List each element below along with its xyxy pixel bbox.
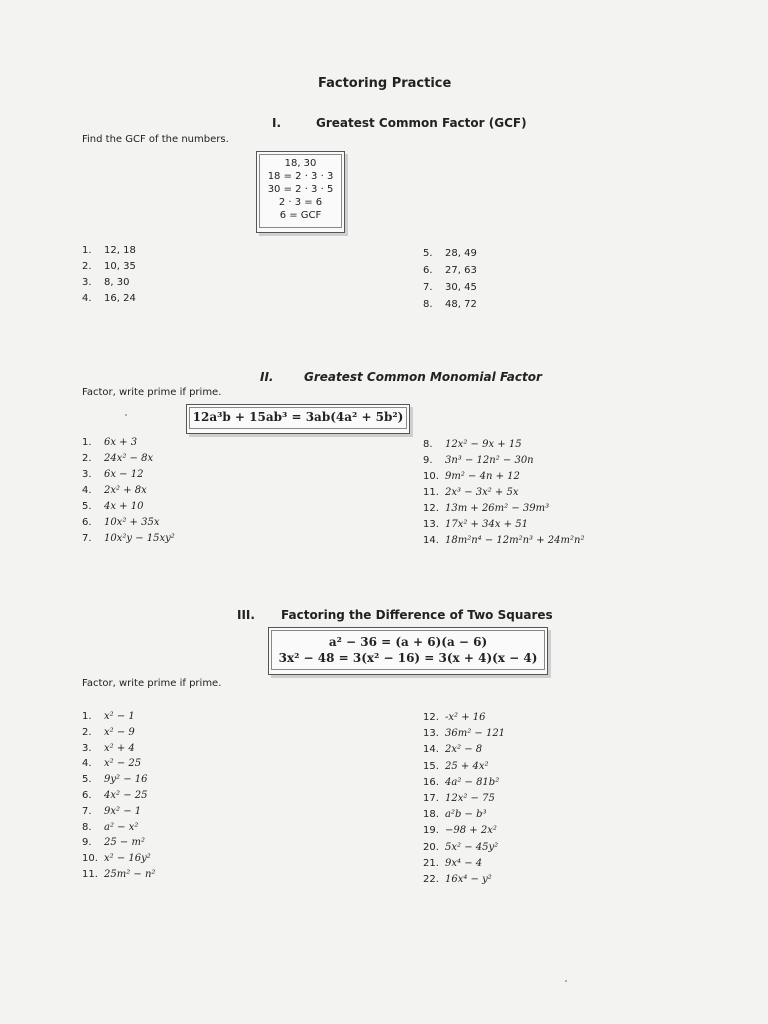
section-2-heading: [260, 370, 542, 384]
list-item: 11. 25m² − n²: [82, 868, 156, 880]
list-item: 20. 5x² − 45y²: [423, 841, 499, 853]
section-3-problems-right: [423, 710, 505, 888]
list-item: 11. 2x³ − 3x² + 5x: [423, 487, 519, 498]
gcf-example-line: 18 = 2 · 3 · 3: [267, 171, 334, 182]
list-item: 7. 9x² − 1: [82, 805, 142, 817]
list-item: 14. 18m²n⁴ − 12m²n³ + 24m²n²: [423, 535, 585, 546]
difference-squares-example: [271, 630, 545, 670]
monomial-example-box: [186, 404, 410, 434]
section-2-instruction: Factor, write prime if prime.: [82, 387, 222, 398]
section-3-title: Factoring the Difference of Two Squares: [281, 608, 553, 622]
list-item: 21. 9x⁴ − 4: [423, 857, 483, 869]
section-1-problems-right: [423, 245, 477, 313]
list-item: 8. 48, 72: [423, 299, 477, 310]
difference-squares-example-box: [268, 627, 548, 675]
list-item: 10. 9m² − 4n + 12: [423, 471, 520, 482]
list-item: 9. 25 − m²: [82, 837, 145, 849]
section-2-title: Greatest Common Monomial Factor: [304, 370, 542, 384]
list-item: 12. -x² + 16: [423, 712, 486, 723]
list-item: 16. 4a² − 81b²: [423, 776, 500, 788]
section-2-problems-right: [423, 437, 584, 549]
list-item: 7. 30, 45: [423, 282, 477, 293]
list-item: 1. 12, 18: [82, 245, 136, 256]
scan-speck: [125, 414, 127, 416]
gcf-example: [259, 154, 342, 228]
gcf-example-line: 18, 30: [284, 158, 317, 169]
list-item: 4. 2x² + 8x: [82, 485, 147, 496]
section-1-heading: [272, 116, 527, 130]
section-2-numeral: II.: [260, 370, 274, 384]
list-item: 5. 4x + 10: [82, 501, 144, 512]
example-line: 3x² − 48 = 3(x² − 16) = 3(x + 4)(x − 4): [278, 651, 538, 665]
list-item: 4. x² − 25: [82, 758, 142, 770]
gcf-example-box: [256, 151, 345, 233]
list-item: 3. 8, 30: [82, 277, 130, 288]
list-item: 2. x² − 9: [82, 726, 135, 738]
section-3-instruction: Factor, write prime if prime.: [82, 678, 222, 689]
list-item: 3. 6x − 12: [82, 469, 144, 480]
list-item: 2. 24x² − 8x: [82, 453, 154, 464]
list-item: 6. 4x² − 25: [82, 789, 148, 801]
section-3-problems-left: [82, 709, 155, 883]
page-title: Factoring Practice: [318, 76, 452, 91]
list-item: 17. 12x² − 75: [423, 792, 495, 804]
gcf-example-line: 6 = GCF: [279, 210, 322, 221]
scan-speck: [565, 980, 567, 982]
section-1-problems-left: [82, 243, 136, 307]
list-item: 6. 10x² + 35x: [82, 517, 160, 528]
list-item: 12. 13m + 26m² − 39m³: [423, 503, 550, 514]
section-1-numeral: I.: [272, 116, 282, 130]
list-item: 9. 3n³ − 12n² − 30n: [423, 455, 534, 466]
list-item: 13. 17x² + 34x + 51: [423, 519, 528, 530]
section-3-numeral: III.: [237, 608, 255, 622]
list-item: 2. 10, 35: [82, 261, 136, 272]
monomial-example: 12a³b + 15ab³ = 3ab(4a² + 5b²): [189, 407, 407, 429]
list-item: 1. 6x + 3: [82, 437, 138, 448]
example-line: a² − 36 = (a + 6)(a − 6): [328, 635, 488, 649]
section-2-problems-left: [82, 435, 175, 547]
list-item: 5. 9y² − 16: [82, 774, 148, 786]
list-item: 7. 10x²y − 15xy²: [82, 533, 175, 544]
list-item: 1. x² − 1: [82, 711, 135, 722]
list-item: 13. 36m² − 121: [423, 728, 506, 740]
list-item: 3. x² + 4: [82, 742, 135, 754]
gcf-example-line: 30 = 2 · 3 · 5: [267, 184, 334, 195]
list-item: 19. −98 + 2x²: [423, 825, 497, 837]
section-1-instruction: Find the GCF of the numbers.: [82, 134, 229, 145]
list-item: 5. 28, 49: [423, 248, 477, 259]
list-item: 6. 27, 63: [423, 265, 477, 276]
section-1-title: Greatest Common Factor (GCF): [316, 116, 527, 130]
list-item: 8. 12x² − 9x + 15: [423, 439, 522, 450]
list-item: 15. 25 + 4x²: [423, 760, 489, 772]
section-3-heading: [237, 608, 553, 622]
list-item: 8. a² − x²: [82, 821, 139, 833]
list-item: 10. x² − 16y²: [82, 853, 151, 865]
list-item: 14. 2x² − 8: [423, 744, 483, 756]
list-item: 22. 16x⁴ − y²: [423, 873, 492, 885]
list-item: 18. a²b − b³: [423, 809, 487, 821]
list-item: 4. 16, 24: [82, 293, 136, 304]
gcf-example-line: 2 · 3 = 6: [278, 197, 323, 208]
